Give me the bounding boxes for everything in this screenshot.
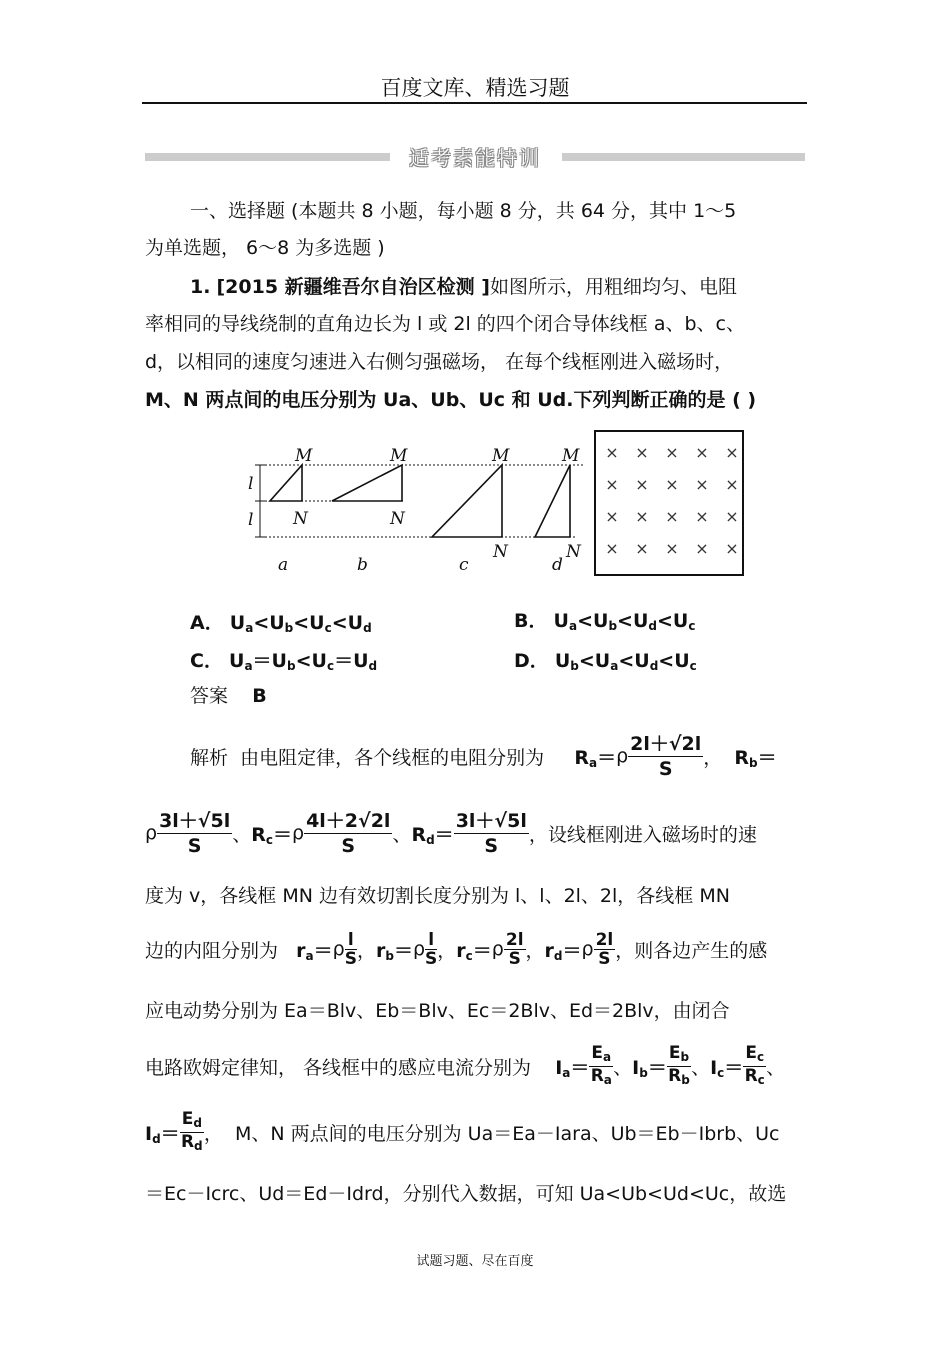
field-cross: × (665, 539, 679, 558)
analysis-emf-line: 应电动势分别为 Ea＝Blv、Eb＝Blv、Ec＝2Blv、Ed＝2Blv，由闭合 (145, 1000, 730, 1022)
field-cross: × (725, 507, 739, 526)
fraction-Rc: $\frac{4l+2√2l}{S}$ (306, 809, 391, 857)
section-line-2: 为单选题， 6～8 为多选题 ) (145, 237, 385, 259)
field-cross: × (725, 539, 739, 558)
field-cross: × (695, 443, 709, 462)
frame-a-label-M: M (295, 446, 313, 466)
page-footer: 试题习题、尽在百度 (416, 1254, 534, 1269)
frame-c-label-N: N (493, 542, 508, 562)
rho-symbol: ρ (292, 822, 305, 844)
field-cross: × (605, 539, 619, 558)
option-a-label: A． (190, 612, 224, 634)
question-line-4: M、N 两点间的电压分别为 Ua、Ub、Uc 和 Ud.下列判断正确的是 ( ) (145, 389, 757, 411)
banner-bar-right (562, 153, 805, 161)
option-d-text: $U_b<U_a<U_d<U_c$ (554, 650, 697, 673)
option-b-label: B． (514, 610, 548, 632)
answer-label: 答案 (190, 685, 229, 707)
field-cross: × (665, 507, 679, 526)
rho-symbol: ρ (145, 822, 158, 844)
banner-title: 适考素能特训 (409, 146, 541, 170)
analysis-last-line: ＝Ec－Icrc、Ud＝Ed－Idrd，分别代入数据，可知 Ua<Ub<Ud<Uc，故选 (145, 1183, 787, 1205)
answer-value: B (252, 685, 267, 707)
field-cross: × (605, 443, 619, 462)
field-cross: × (665, 443, 679, 462)
field-cross: × (695, 475, 709, 494)
option-d (514, 646, 697, 673)
frame-c-name: c (459, 555, 469, 575)
banner-bar-left (145, 153, 390, 161)
rho-symbol: ρ (616, 745, 629, 767)
option-c (190, 646, 377, 673)
analysis-after-R: ，设线框刚进入磁场时的速 (528, 823, 757, 846)
page-header-title: 百度文库、精选习题 (380, 76, 570, 100)
field-cross: × (635, 475, 649, 494)
frame-d-label-M: M (562, 446, 580, 466)
header-divider (142, 102, 807, 104)
frame-c (432, 465, 502, 537)
field-cross: × (605, 507, 619, 526)
field-cross: × (605, 475, 619, 494)
field-cross: × (635, 443, 649, 462)
option-c-text: $U_a=U_b<U_c=U_d$ (229, 650, 378, 673)
dim-label-l-1: l (248, 474, 254, 494)
r-tail: ，则各边产生的感 (615, 939, 768, 962)
option-b (514, 606, 695, 633)
analysis-line-7: $I_d=$ $\frac{E_d}{R_d}$ ， M、N 两点间的电压分别为 Ua＝Ea－Iara、Ub＝Eb－Ibrb、Uc (145, 1108, 780, 1153)
option-a (190, 608, 372, 635)
question-line-2: 率相同的导线绕制的直角边长为 l 或 2l 的四个闭合导体线框 a、b、c、 (145, 313, 745, 335)
option-c-label: C． (190, 650, 223, 672)
frame-b (332, 465, 402, 501)
frame-a-label-N: N (293, 509, 308, 529)
frame-d-label-N: N (566, 542, 581, 562)
option-b-text: $U_a<U_b<U_d<U_c$ (553, 610, 696, 633)
analysis-line-6: 电路欧姆定律知， 各线框中的感应电流分别为 $I_a=$ $\frac{E_a}{R_a}$ 、 $I_b=$ $\frac{E_b}{R_b}$ 、 $I_c=$ $\frac{E_c}{R_c}$ 、 (145, 1042, 786, 1087)
option-d-label: D． (514, 650, 549, 672)
field-cross: × (665, 475, 679, 494)
field-cross: × (725, 475, 739, 494)
field-cross: × (695, 539, 709, 558)
analysis-line-2: ρ $\frac{3l+√5l}{S}$ 、 $R_c=$ ρ $\frac{4l+2√2l}{S}$ 、 $R_d=$ $\frac{3l+√5l}{S}$ ，设线框刚进入磁场时的速 (145, 809, 757, 857)
frame-d (535, 465, 570, 537)
dim-label-l-2: l (248, 510, 254, 530)
fraction-Ra: $\frac{2l+√2l}{S}$ (630, 732, 702, 780)
analysis-line-3: 度为 v，各线框 MN 边有效切割长度分别为 l、l、2l、2l，各线框 MN (145, 885, 730, 907)
question-line-1-tail: 如图所示，用粗细均匀、电阻 (489, 276, 737, 298)
question-number: 1. (190, 276, 211, 298)
option-a-text: $U_a<U_b<U_c<U_d$ (229, 612, 372, 635)
question-line-3: d，以相同的速度匀速进入右侧匀强磁场， 在每个线框刚进入磁场时， (145, 351, 734, 373)
question-line-1 (190, 272, 737, 299)
section-line-1: 一、选择题 (本题共 8 小题，每小题 8 分，共 64 分，其中 1～5 (190, 200, 737, 222)
frame-a (270, 465, 302, 501)
question-source: [2015 新疆维吾尔自治区检测 ] (216, 276, 490, 298)
analysis-label: 解析 (190, 746, 229, 769)
field-cross: × (635, 507, 649, 526)
frame-b-label-M: M (390, 446, 408, 466)
wire-frames-figure (245, 425, 755, 580)
field-cross: × (635, 539, 649, 558)
field-cross: × (695, 507, 709, 526)
fraction-Rb: $\frac{3l+√5l}{S}$ (159, 809, 231, 857)
field-cross: × (725, 443, 739, 462)
frame-c-label-M: M (492, 446, 510, 466)
analysis-line-1: 解析 由电阻定律，各个线框的电阻分别为 $R_a=$ ρ $\frac{2l+√2l}{S}$ ， $R_b=$ (190, 732, 777, 780)
I-intro: 电路欧姆定律知， 各线框中的感应电流分别为 (145, 1056, 532, 1079)
fraction-Rd: $\frac{3l+√5l}{S}$ (455, 809, 527, 857)
frame-a-name: a (278, 555, 289, 575)
analysis-intro: 由电阻定律，各个线框的电阻分别为 (240, 746, 545, 769)
analysis-line-4: 边的内阻分别为 $r_a=$ ρ $\frac{l}{S}$ ， $r_b=$ ρ $\frac{l}{S}$ ， $r_c=$ ρ $\frac{2l}{S}$ ， $r_d=$ ρ $\frac{2l}{S}$ ，则各边产生的感 (145, 929, 768, 969)
r-intro: 边的内阻分别为 (145, 939, 279, 962)
frame-d-name: d (552, 555, 563, 575)
frame-b-name: b (357, 555, 368, 575)
answer-line (190, 681, 267, 708)
U-intro: M、N 两点间的电压分别为 Ua＝Ea－Iara、Ub＝Eb－Ibrb、Uc (235, 1122, 780, 1145)
frame-b-label-N: N (390, 509, 405, 529)
